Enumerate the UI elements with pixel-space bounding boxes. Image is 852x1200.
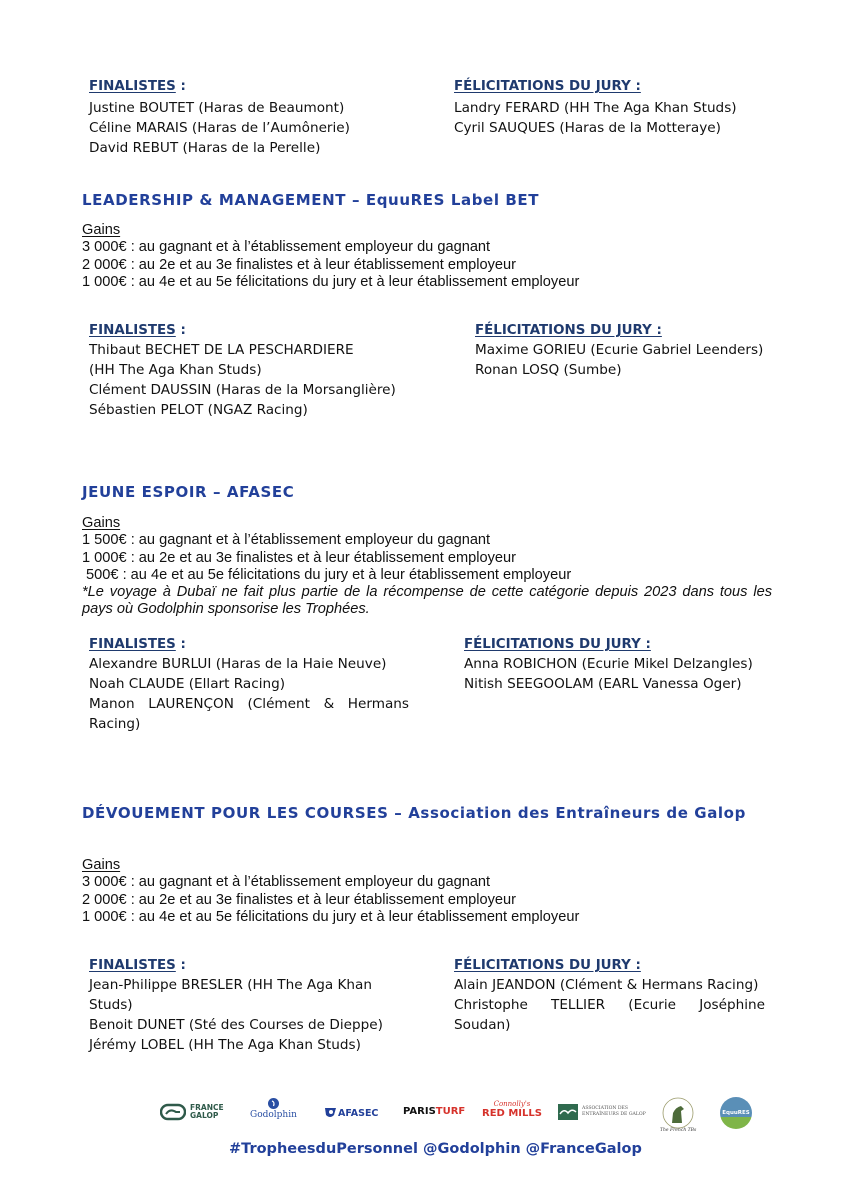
gains-item: 2 000€ : au 2e et au 3e finalistes et à leur établissement employeur <box>82 256 517 273</box>
finalist-item: David REBUT (Haras de la Perelle) <box>89 140 321 156</box>
jury-list <box>454 98 737 138</box>
jury-item: Christophe TELLIER (Ecurie Joséphine Soudan) <box>454 997 765 1033</box>
afasec-wordmark: AFASEC <box>338 1107 379 1119</box>
jury-heading: FÉLICITATIONS DU JURY : <box>475 323 662 338</box>
red-mills-wordmark: RED MILLS <box>482 1108 542 1119</box>
aeg-line2: ENTRAÎNEURS DE GALOP <box>582 1112 646 1117</box>
paristurf-logo <box>403 1106 465 1117</box>
red-mills-script: Connolly's <box>493 1100 531 1108</box>
aeg-emblem-icon <box>558 1104 578 1120</box>
finalist-item: Alexandre BURLUI (Haras de la Haie Neuve) <box>89 656 387 672</box>
red-mills-logo <box>482 1100 542 1119</box>
jury-item: Ronan LOSQ (Sumbe) <box>475 362 622 378</box>
gains-block <box>82 222 579 291</box>
godolphin-emblem-icon <box>268 1098 279 1109</box>
finalist-item: Jérémy LOBEL (HH The Aga Khan Studs) <box>89 1037 361 1053</box>
jury-item: Alain JEANDON (Clément & Hermans Racing) <box>454 977 759 993</box>
finalists-heading: FINALISTES : <box>89 79 186 94</box>
jury-list <box>454 975 765 1035</box>
afasec-logo <box>325 1107 378 1119</box>
gains-item: 500€ : au 4e et au 5e félicitations du jury et à leur établissement employeur <box>82 566 572 583</box>
gains-label: Gains <box>82 515 121 531</box>
france-galop-emblem-icon <box>160 1103 186 1121</box>
jury-list <box>475 340 765 380</box>
french-tbs-caption: The French TBs <box>660 1128 697 1133</box>
jury-item: Landry FERARD (HH The Aga Khan Studs) <box>454 100 737 116</box>
finalists-heading: FINALISTES : <box>89 323 186 338</box>
finalists-list <box>89 340 396 420</box>
france-galop-line2: GALOP <box>190 1111 219 1120</box>
french-tbs-logo <box>660 1097 696 1133</box>
section-title-devouement: DÉVOUEMENT POUR LES COURSES – Association des Entraîneurs de Galop <box>82 804 746 822</box>
equures-logo <box>720 1097 752 1129</box>
afasec-emblem-icon <box>325 1107 336 1119</box>
gains-item: 3 000€ : au gagnant et à l’établissement employeur du gagnant <box>82 874 491 891</box>
jury-heading: FÉLICITATIONS DU JURY : <box>464 637 651 652</box>
france-galop-logo <box>160 1103 224 1121</box>
finalists-heading: FINALISTES : <box>89 637 186 652</box>
gains-item: 3 000€ : au gagnant et à l’établissement employeur du gagnant <box>82 239 491 256</box>
section-title-leadership: LEADERSHIP & MANAGEMENT – EquuRES Label BET <box>82 191 540 209</box>
jury-list <box>464 654 765 694</box>
finalists-heading: FINALISTES : <box>89 958 186 973</box>
finalist-item: Justine BOUTET (Haras de Beaumont) <box>89 100 345 116</box>
gains-block <box>82 857 579 926</box>
gains-item: 1 000€ : au 4e et au 5e félicitations du jury et à leur établissement employeur <box>82 273 580 290</box>
paristurf-wordmark-b: TURF <box>435 1106 466 1117</box>
aeg-line1: ASSOCIATION DES <box>582 1106 628 1111</box>
finalist-item: Sébastien PELOT (NGAZ Racing) <box>89 402 308 418</box>
finalist-item: Clément DAUSSIN (Haras de la Morsanglière) <box>89 382 396 398</box>
finalist-item: Jean-Philippe BRESLER (HH The Aga Khan Studs) <box>89 977 372 1013</box>
paristurf-wordmark-a: PARIS <box>403 1106 436 1117</box>
gains-item: 1 000€ : au 4e et au 5e félicitations du jury et à leur établissement employeur <box>82 908 580 925</box>
finalist-item: Céline MARAIS (Haras de l’Aumônerie) <box>89 120 350 136</box>
finalists-list <box>89 98 350 158</box>
gains-item: 2 000€ : au 2e et au 3e finalistes et à leur établissement employeur <box>82 891 517 908</box>
godolphin-wordmark: Godolphin <box>250 1110 297 1120</box>
jury-heading: FÉLICITATIONS DU JURY : <box>454 958 641 973</box>
gains-label: Gains <box>82 857 121 873</box>
finalists-list <box>89 654 409 734</box>
jury-heading: FÉLICITATIONS DU JURY : <box>454 79 641 94</box>
gains-note: *Le voyage à Dubaï ne fait plus partie de la récompense de cette catégorie depuis 2023 dans tous les pays où Godolphin sponsorise les Trophées. <box>82 584 772 618</box>
section-title-jeune-espoir: JEUNE ESPOIR – AFASEC <box>82 483 295 501</box>
jury-item: Maxime GORIEU (Ecurie Gabriel Leenders) <box>475 342 764 358</box>
finalist-item: Noah CLAUDE (Ellart Racing) <box>89 676 286 692</box>
equures-wordmark: EquuRES <box>722 1110 750 1116</box>
aeg-logo <box>558 1104 646 1120</box>
godolphin-logo <box>250 1098 297 1120</box>
finalists-list <box>89 975 409 1055</box>
footer-hashtag: #TropheesduPersonnel @Godolphin @FranceGalop <box>229 1141 642 1157</box>
finalist-item: (HH The Aga Khan Studs) <box>89 362 262 378</box>
gains-item: 1 000€ : au 2e et au 3e finalistes et à leur établissement employeur <box>82 549 517 566</box>
jury-item: Cyril SAUQUES (Haras de la Motteraye) <box>454 120 721 136</box>
finalist-item: Thibaut BECHET DE LA PESCHARDIERE <box>89 342 354 358</box>
french-tbs-horse-icon <box>662 1097 694 1129</box>
finalist-item: Manon LAURENÇON (Clément & Hermans Racing) <box>89 696 409 732</box>
gains-label: Gains <box>82 222 121 238</box>
gains-item: 1 500€ : au gagnant et à l’établissement employeur du gagnant <box>82 532 491 549</box>
gains-block <box>82 515 772 619</box>
finalist-item: Benoit DUNET (Sté des Courses de Dieppe) <box>89 1017 383 1033</box>
france-galop-line1: FRANCE <box>190 1103 224 1112</box>
jury-item: Anna ROBICHON (Ecurie Mikel Delzangles) <box>464 656 753 672</box>
jury-item: Nitish SEEGOOLAM (EARL Vanessa Oger) <box>464 676 742 692</box>
